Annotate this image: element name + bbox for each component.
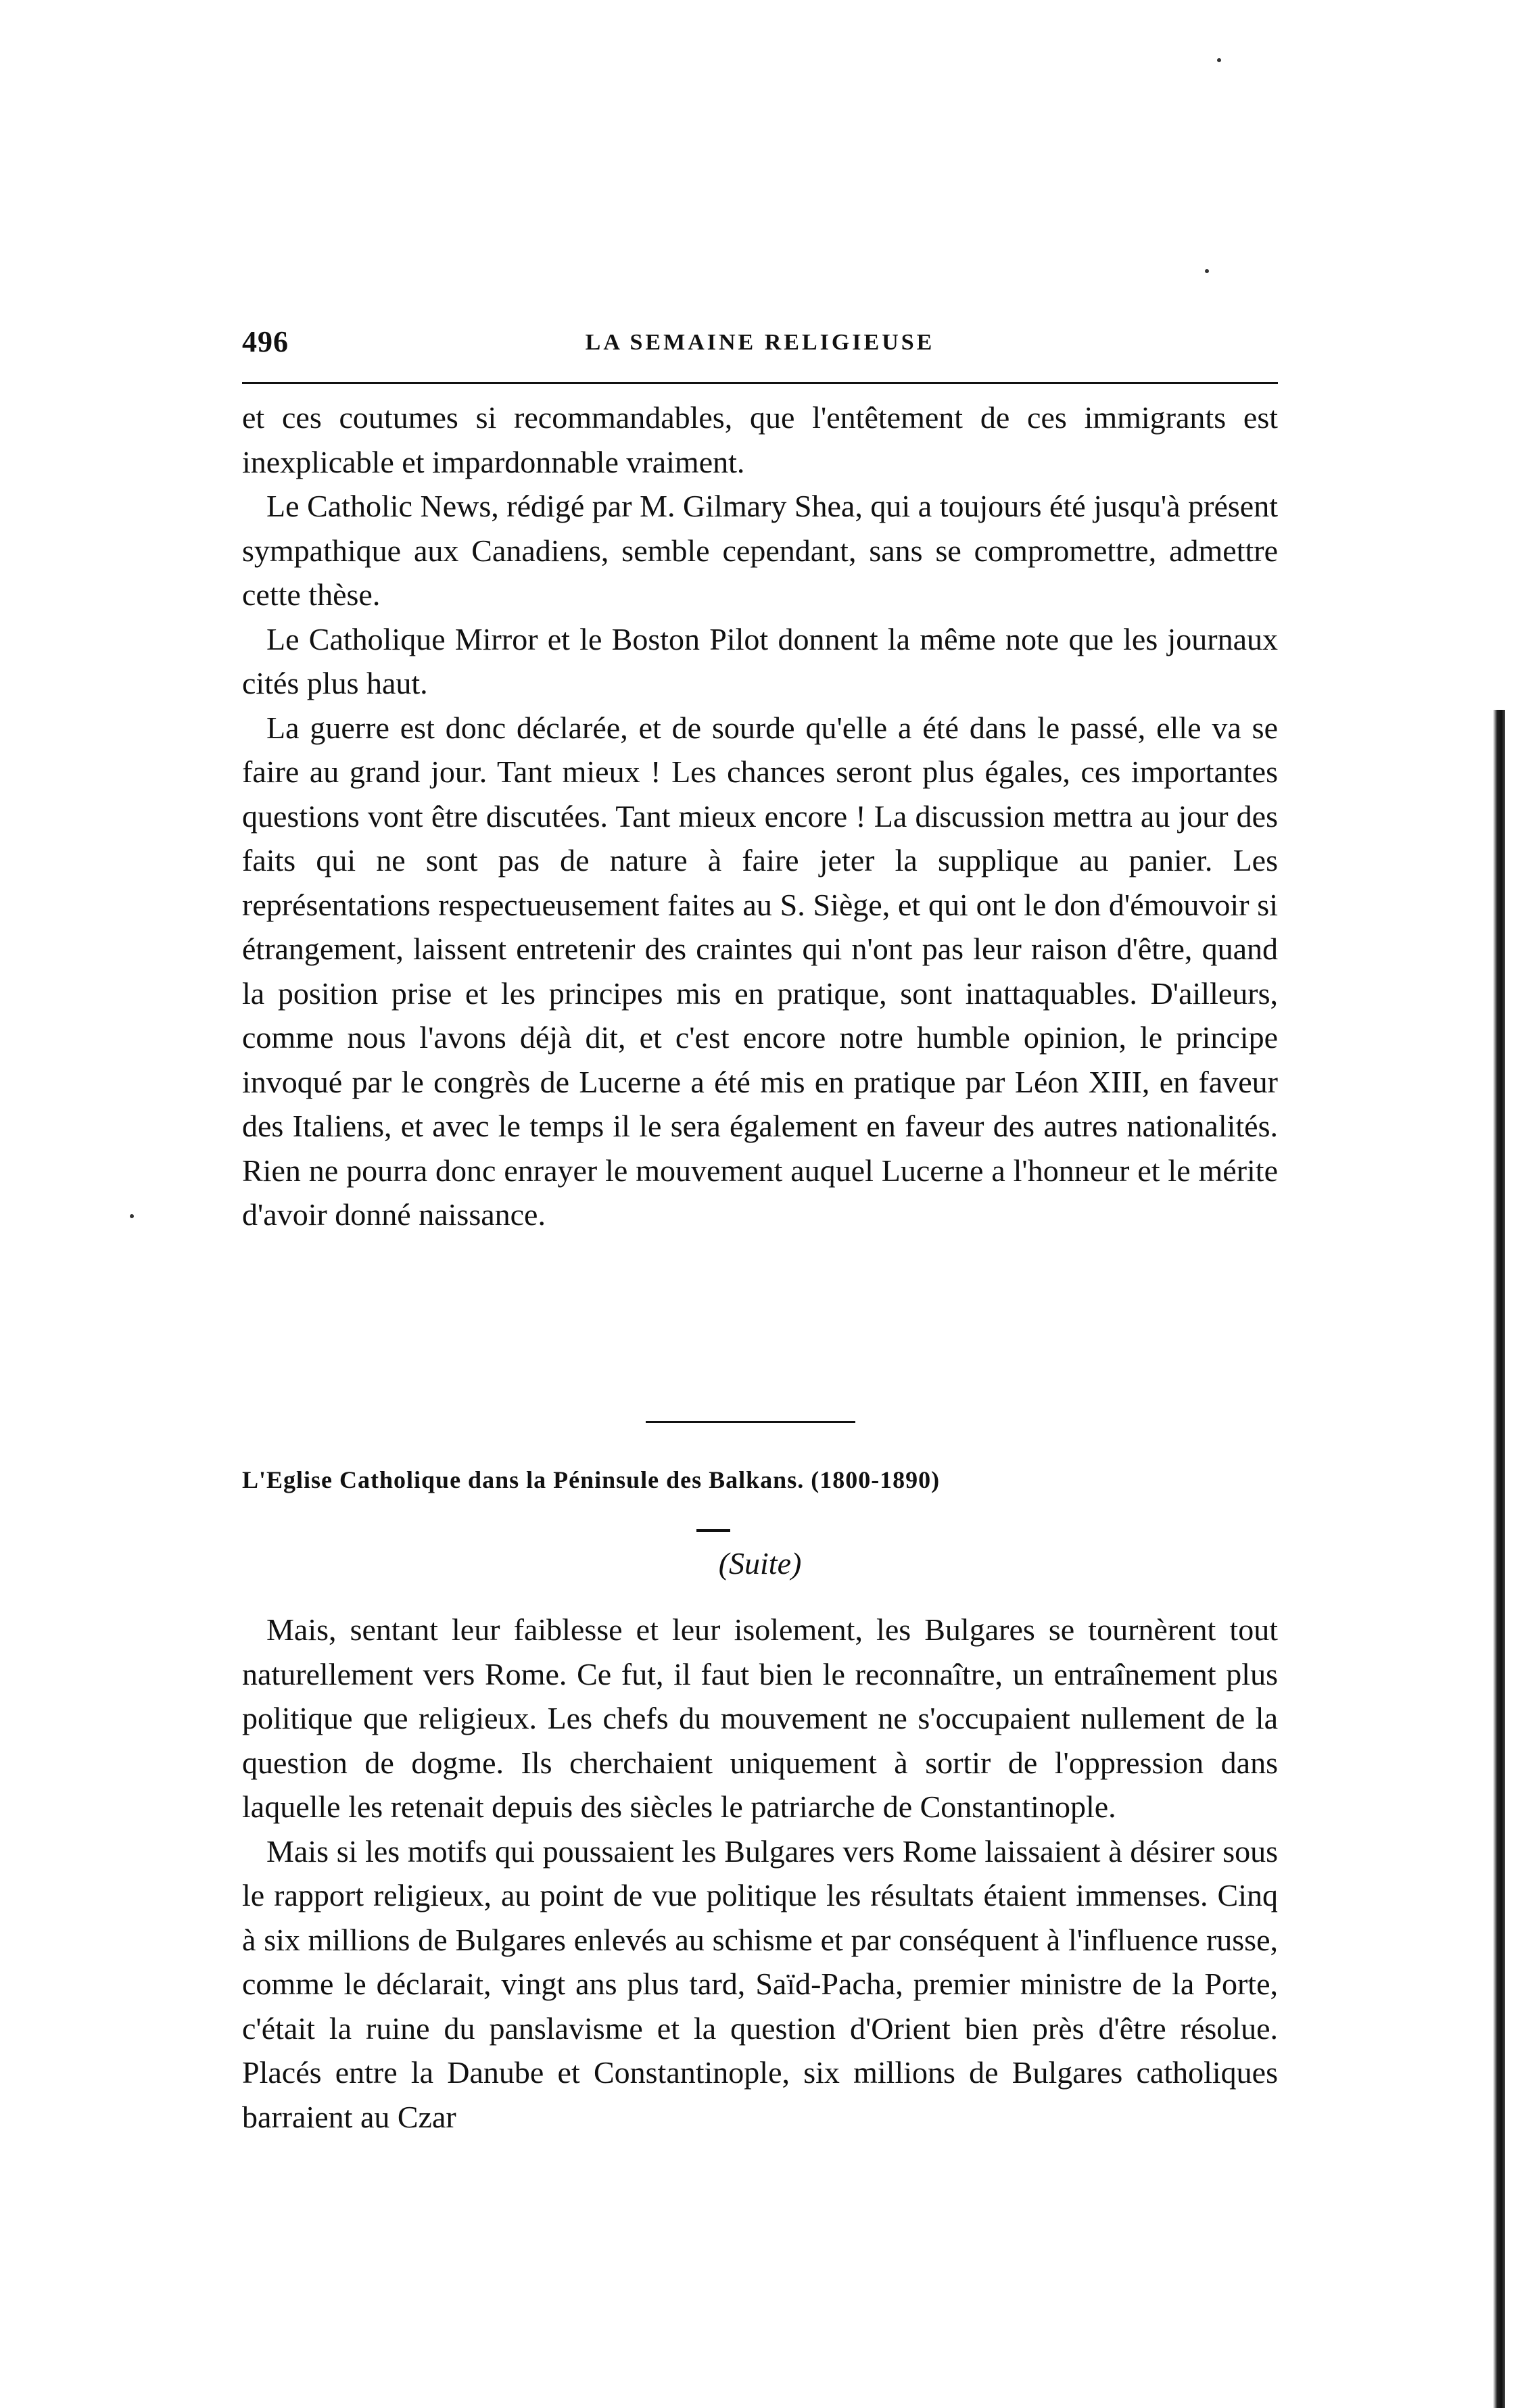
header-rule <box>242 382 1278 384</box>
scan-speck <box>1217 58 1221 62</box>
section-subtitle: (Suite) <box>718 1546 802 1581</box>
paragraph: Le Catholic News, rédigé par M. Gilmary Shea, qui a toujours été jusqu'à présent sympathique aux Canadiens, semble cependant, sans se compromettre, admettre cette thèse. <box>242 489 1278 612</box>
scan-edge-shadow <box>1493 710 1505 2408</box>
paragraph: La guerre est donc déclarée, et de sourde qu'elle a été dans le passé, elle va se faire au grand jour. Tant mieux ! Les chances seront plus égales, ces importantes questions vont être discutées. Tant mieux encore ! La discussion mettra au jour des faits qui ne sont pas de nature à faire jeter la supplique au panier. Les représentations respectueusement faites au S. Siège, et qui ont le don d'émouvoir si étrangement, laissent entretenir des craintes qui n'ont pas leur raison d'être, quand la position prise et les principes mis en pratique, sont inattaquables. D'ailleurs, comme nous l'avons déjà dit, et c'est encore notre humble opinion, le principe invoqué par le congrès de Lucerne a été mis en pratique par Léon XIII, en faveur des Italiens, et avec le temps il le sera également en faveur des autres nationalités. Rien ne pourra donc enrayer le mouvement auquel Lucerne a l'honneur et le mérite d'avoir donné naissance. <box>242 710 1278 1232</box>
paragraph: Mais si les motifs qui poussaient les Bulgares vers Rome laissaient à désirer sous le rapport religieux, au point de vue politique les résultats étaient immenses. Cinq à six millions de Bulgares enlevés au schisme et par conséquent à l'influence russe, comme le déclarait, vingt ans plus tard, Saïd-Pacha, premier ministre de la Porte, c'était la ruine du panslavisme et la question d'Orient bien près d'être résolue. Placés entre la Danube et Constantinople, six millions de Bulgares catholiques barraient au Czar <box>242 1833 1278 2134</box>
page-header <box>242 324 1278 365</box>
section-title: L'Eglise Catholique dans la Péninsule des Balkans. (1800-1890) <box>242 1466 941 1493</box>
page-number: 496 <box>242 325 289 358</box>
scan-speck <box>1205 269 1209 273</box>
article-continuation <box>242 395 1278 1237</box>
section-divider <box>646 1421 855 1423</box>
paragraph: Mais, sentant leur faiblesse et leur isolement, les Bulgares se tournèrent tout naturellement vers Rome. Ce fut, il faut bien le reconnaître, un entraînement plus politique que religieux. Les chefs du mouvement ne s'occupaient nullement de la question de dogme. Ils cherchaient uniquement à sortir de l'oppression dans laquelle les retenait depuis des siècles le patriarche de Constantinople. <box>242 1612 1278 1824</box>
title-dash <box>696 1529 730 1532</box>
scan-speck <box>130 1214 134 1218</box>
section-body <box>242 1608 1278 2139</box>
paragraph: Le Catholique Mirror et le Boston Pilot donnent la même note que les journaux cités plus haut. <box>242 621 1278 700</box>
paragraph: et ces coutumes si recommandables, que l'entêtement de ces immigrants est inexplicable et impardonnable vraiment. <box>242 400 1278 479</box>
running-title: LA SEMAINE RELIGIEUSE <box>585 330 935 355</box>
